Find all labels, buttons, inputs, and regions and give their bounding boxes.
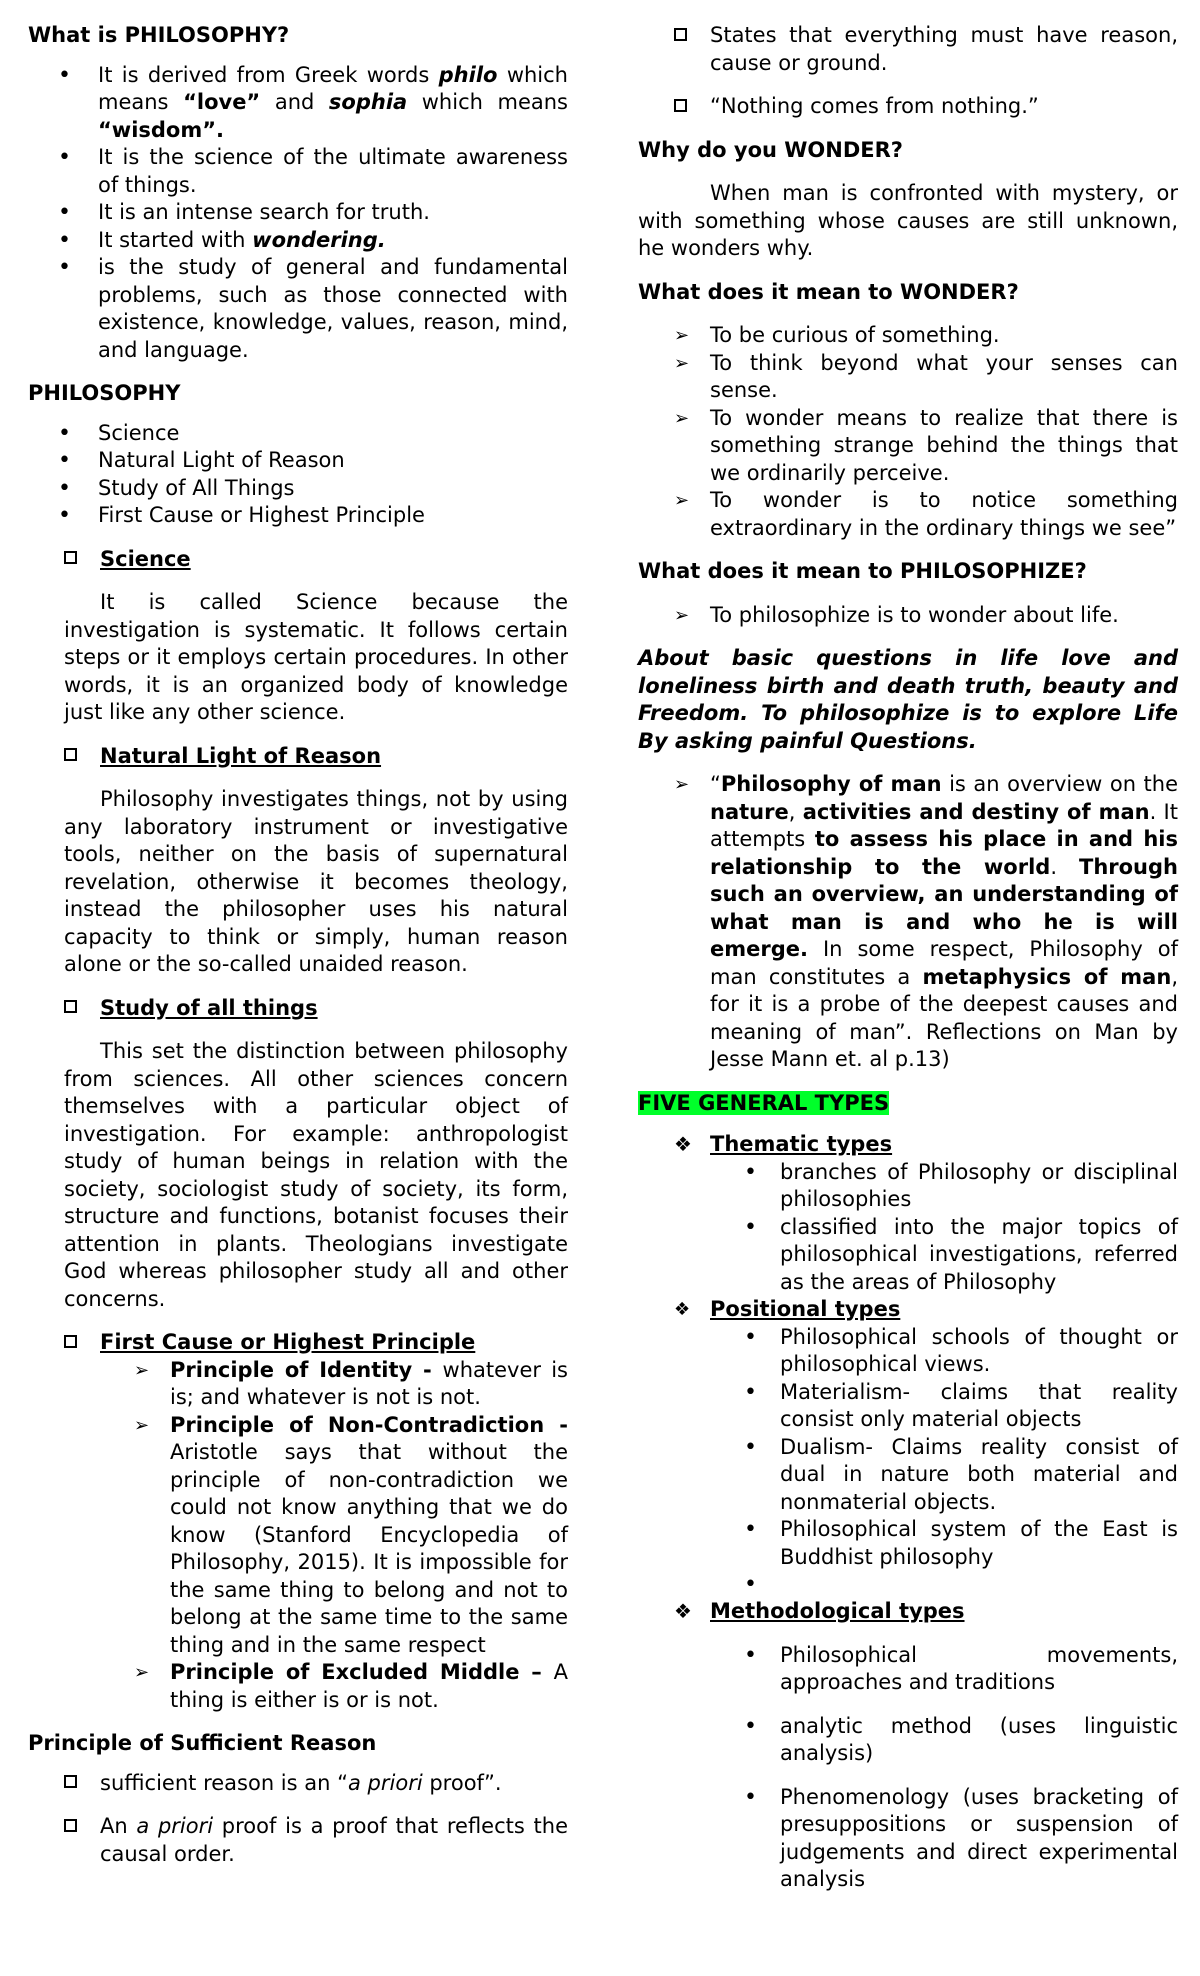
list-item: ➢ Principle of Non-Contradiction - Aristotle says that without the principle of non-contradiction we could not know anything that we do know (Stanford Encyclopedia of Philosophy, 2015). It is impossible for the same thing to belong and not to belong at the same time to the same thing and in the same respect xyxy=(134,1412,568,1657)
diamond-icon: ❖ xyxy=(674,1299,691,1320)
list-item: • It is derived from Greek words philo which means “love” and sophia which means “wisdom”. xyxy=(28,62,568,145)
arrow-icon: ➢ xyxy=(134,1414,150,1436)
list-item: ➢ Principle of Excluded Middle – A thing is either is or is not. xyxy=(134,1660,568,1712)
heading-five-types: FIVE GENERAL TYPES xyxy=(638,1090,890,1115)
list-item: • Study of All Things xyxy=(28,475,568,503)
list-item: • branches of Philosophy or disciplinal philosophies xyxy=(638,1159,1178,1214)
list-item: An a priori proof is a proof that reflects the causal order. xyxy=(28,1813,568,1868)
wonder-list xyxy=(638,322,1178,542)
section-first-cause-title: First Cause or Highest Principle xyxy=(28,1329,568,1357)
quote-item: ➢ “Philosophy of man is an overview on the nature, activities and destiny of man. It attempts to assess his place in and his relationship to the world. Through such an overview, an understanding of what man is and who he is will emerge. In some respect, Philosophy of man constitutes a metaphysics of man, for it is a probe of the deepest causes and meaning of man”. Reflections on Man by Jesse Mann et. al p.13) xyxy=(674,772,1178,1071)
checkbox-icon xyxy=(674,22,687,50)
checkbox-icon xyxy=(64,1329,77,1357)
list-item: States that everything must have reason, cause or ground. xyxy=(638,22,1178,77)
arrow-icon: ➢ xyxy=(134,1662,150,1683)
list-item: • Science xyxy=(28,420,568,448)
arrow-icon: ➢ xyxy=(674,407,690,429)
arrow-icon: ➢ xyxy=(134,1359,150,1381)
checkbox-icon xyxy=(64,1813,77,1841)
heading-what-is-philosophy: What is PHILOSOPHY? xyxy=(28,23,290,47)
philosophy-list xyxy=(28,420,568,530)
philosophize-list xyxy=(638,602,1178,630)
positional-types-title: ❖ Positional types xyxy=(638,1296,1178,1324)
list-item: ➢ Principle of Identity - whatever is is; and whatever is not is not. xyxy=(134,1357,568,1409)
heading-philosophy: PHILOSOPHY xyxy=(28,381,181,405)
why-wonder-text: When man is confronted with mystery, or with something whose causes are still unknown, he wonders why. xyxy=(638,181,1178,260)
checkbox-icon xyxy=(64,546,77,574)
diamond-icon: ❖ xyxy=(674,1132,692,1156)
list-item: • Philosophical system of the East is Buddhist philosophy xyxy=(638,1516,1178,1571)
quote-list xyxy=(638,771,1178,1074)
list-item: • Dualism- Claims reality consist of dual in nature both material and nonmaterial objects. xyxy=(638,1434,1178,1517)
thematic-list xyxy=(638,1159,1178,1297)
list-item: ➢ To wonder is to notice something extraordinary in the ordinary things we see” xyxy=(674,488,1178,540)
arrow-icon: ➢ xyxy=(674,604,690,626)
left-column xyxy=(28,22,568,1868)
list-item: • is the study of general and fundamental problems, such as those connected with existence, knowledge, values, reason, mind, and language. xyxy=(28,254,568,364)
checkbox-icon xyxy=(64,743,77,771)
list-item: ➢ To philosophize is to wonder about life. xyxy=(638,602,1178,630)
heading-sufficient-reason: Principle of Sufficient Reason xyxy=(28,1731,377,1755)
list-item: • Philosophical schools of thought or philosophical views. xyxy=(638,1324,1178,1379)
section-science-title: Science xyxy=(28,546,568,574)
section-natural-light-title: Natural Light of Reason xyxy=(28,743,568,771)
about-text: About basic questions in life love and loneliness birth and death truth, beauty and Freedom. To philosophize is to explore Life By asking painful Questions. xyxy=(638,646,1178,753)
list-item: • It is the science of the ultimate awareness of things. xyxy=(28,144,568,199)
heading-mean-philosophize: What does it mean to PHILOSOPHIZE? xyxy=(638,559,1087,583)
section-study-all-title: Study of all things xyxy=(28,995,568,1023)
list-item xyxy=(638,1571,1178,1598)
list-item: • Phenomenology (uses bracketing of presuppositions or suspension of judgements and direct experimental analysis xyxy=(638,1784,1178,1894)
arrow-icon: ➢ xyxy=(674,490,690,511)
list-item: • analytic method (uses linguistic analysis) xyxy=(638,1713,1178,1768)
science-text: It is called Science because the investigation is systematic. It follows certain steps or it employs certain procedures. In other words, it is an organized body of knowledge just like any other science. xyxy=(64,590,568,724)
natural-light-text: Philosophy investigates things, not by using any laboratory instrument or investigative tools, neither on the basis of supernatural revelation, otherwise it becomes theology, instead the philosopher uses his natural capacity to think or simply, human reason alone or the so-called unaided reason. xyxy=(64,787,568,976)
list-item: • Materialism- claims that reality consist only material objects xyxy=(638,1379,1178,1434)
arrow-icon: ➢ xyxy=(674,774,690,795)
list-item: ➢ To be curious of something. xyxy=(638,322,1178,350)
list-item: • It started with wondering. xyxy=(28,227,568,255)
heading-why-wonder: Why do you WONDER? xyxy=(638,137,903,162)
list-item: • classified into the major topics of philosophical investigations, referred as the areas of Philosophy xyxy=(638,1214,1178,1297)
list-item: • Natural Light of Reason xyxy=(28,447,568,475)
study-all-text: This set the distinction between philosophy from sciences. All other sciences concern themselves with a particular object of investigation. For example: anthropologist study of human beings in relation with the society, sociologist study of society, its form, structure and functions, botanist focuses their attention in plants. Theologians investigate God whereas philosopher study all and other concerns. xyxy=(64,1039,568,1311)
list-item: ➢ To think beyond what your senses can sense. xyxy=(674,350,1178,402)
list-item: “Nothing comes from nothing.” xyxy=(638,93,1178,121)
list-item: • It is an intense search for truth. xyxy=(28,199,568,227)
checkbox-icon xyxy=(674,93,687,121)
list-item: sufficient reason is an “a priori proof”. xyxy=(28,1770,568,1798)
thematic-types-title: ❖ Thematic types xyxy=(638,1131,1178,1159)
checkbox-icon xyxy=(64,995,77,1023)
heading-mean-wonder: What does it mean to WONDER? xyxy=(638,279,1019,304)
principles-list xyxy=(28,1357,568,1715)
list-item: • First Cause or Highest Principle xyxy=(28,502,568,530)
what-is-list xyxy=(28,62,568,365)
list-item: ➢ To wonder means to realize that there is something strange behind the things that we ordinarily perceive. xyxy=(674,405,1178,485)
methodological-types-title: ❖ Methodological types xyxy=(638,1598,1178,1626)
right-column xyxy=(638,22,1178,1894)
diamond-icon: ❖ xyxy=(674,1599,692,1623)
arrow-icon: ➢ xyxy=(674,352,690,374)
arrow-icon: ➢ xyxy=(674,325,690,346)
list-item: • Philosophical movements, approaches and traditions xyxy=(638,1642,1178,1697)
positional-list xyxy=(638,1324,1178,1599)
methodological-list xyxy=(638,1642,1178,1894)
checkbox-icon xyxy=(64,1770,77,1798)
